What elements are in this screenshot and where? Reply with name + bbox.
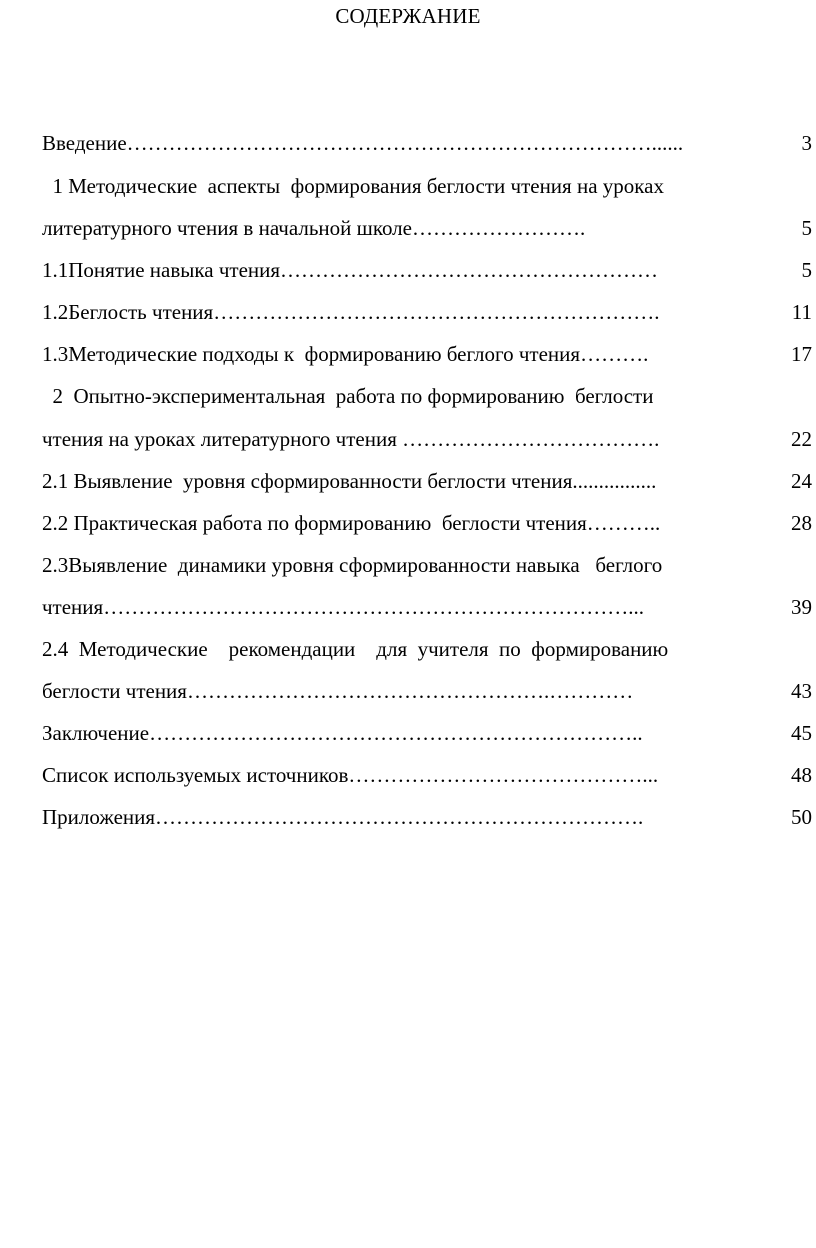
- toc-entry-text: беглости чтения…………………………………………….…………: [42, 679, 634, 703]
- toc-entry-text: 2.4 Методические рекомендации для учителя по формированию: [42, 637, 669, 661]
- toc-entry-text: чтения…………………………………………………………………...: [42, 595, 644, 619]
- toc-entry-page: 22: [791, 427, 812, 451]
- toc-entry-text: 1.3Методические подходы к формированию беглого чтения……….: [42, 342, 649, 366]
- toc-entry-page: 39: [791, 595, 812, 619]
- toc-entry-text: 2.2 Практическая работа по формированию беглости чтения………..: [42, 511, 661, 535]
- toc-entry-page: 3: [801, 131, 812, 155]
- toc-entry-appendices: [42, 802, 812, 832]
- toc-entry-chapter-1-line-2: [42, 213, 812, 243]
- toc-entry-text: 1.1Понятие навыка чтения………………………………………………: [42, 258, 659, 282]
- page-title: СОДЕРЖАНИЕ: [335, 4, 481, 28]
- toc-entry-page: 50: [791, 805, 812, 829]
- toc-entry-text: Список используемых источников……………………………………...: [42, 763, 659, 787]
- toc-entry-section-2-3-line-2: [42, 592, 812, 622]
- toc-entry-introduction: [42, 128, 812, 158]
- toc-entry-page: 43: [791, 679, 812, 703]
- toc-entry-section-2-4-line-1: [42, 634, 812, 664]
- toc-entry-chapter-2-line-2: [42, 424, 812, 454]
- toc-entry-text: Приложения…………………………………………………………….: [42, 805, 644, 829]
- toc-entry-section-2-4-line-2: [42, 676, 812, 706]
- toc-entry-conclusion: [42, 718, 812, 748]
- toc-entry-section-1-3: [42, 339, 812, 369]
- toc-entry-text: чтения на уроках литературного чтения ……………………………….: [42, 427, 660, 451]
- toc-entry-section-2-3-line-1: [42, 550, 812, 580]
- toc-entry-text: 2.1 Выявление уровня сформированности беглости чтения................: [42, 469, 657, 493]
- toc-entry-section-2-2: [42, 508, 812, 538]
- toc-entry-page: 17: [791, 342, 812, 366]
- toc-entry-chapter-1-line-1: [42, 171, 812, 201]
- toc-entry-text: Заключение……………………………………………………………..: [42, 721, 643, 745]
- toc-entry-section-1-1: [42, 255, 812, 285]
- toc-entry-page: 5: [801, 216, 812, 240]
- toc-entry-text: литературного чтения в начальной школе…………………….: [42, 216, 586, 240]
- toc-entry-text: 1.2Беглость чтения……………………………………………………….: [42, 300, 660, 324]
- toc-entry-page: 5: [801, 258, 812, 282]
- toc-entry-page: 24: [791, 469, 812, 493]
- toc-entry-text: 2 Опытно-экспериментальная работа по формированию беглости: [42, 384, 654, 408]
- toc-entry-text: 2.3Выявление динамики уровня сформированности навыка беглого: [42, 553, 663, 577]
- toc-entry-section-1-2: [42, 297, 812, 327]
- toc-entry-chapter-2-line-1: [42, 381, 812, 411]
- toc-entry-page: 28: [791, 511, 812, 535]
- toc-entry-references: [42, 760, 812, 790]
- toc-entry-text: Введение…………………………………………………………………......: [42, 131, 684, 155]
- toc-entry-page: 48: [791, 763, 812, 787]
- toc-entry-page: 45: [791, 721, 812, 745]
- toc-entry-section-2-1: [42, 466, 812, 496]
- toc-entry-text: 1 Методические аспекты формирования беглости чтения на уроках: [42, 174, 664, 198]
- toc-entry-page: 11: [791, 300, 812, 324]
